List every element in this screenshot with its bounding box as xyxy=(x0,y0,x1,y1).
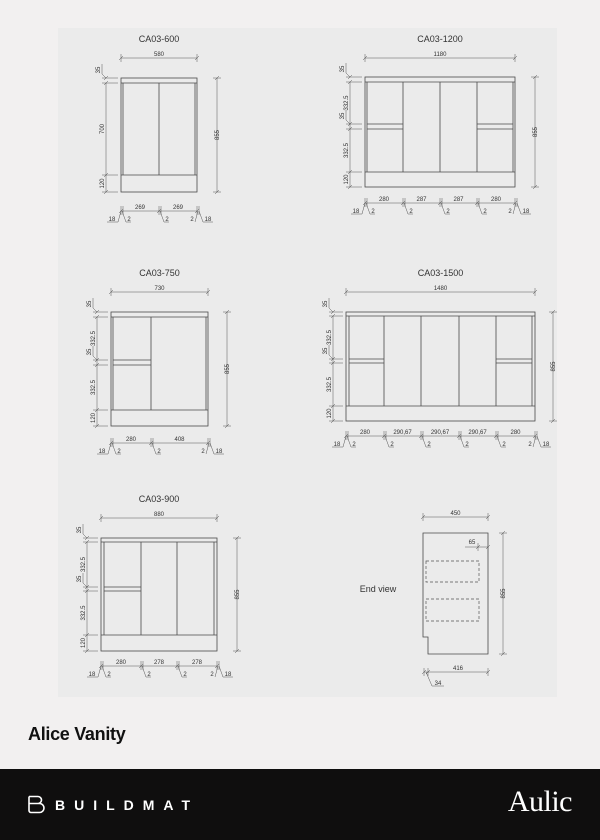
bottom-dim-label: 280 xyxy=(490,197,502,203)
width-dim-label: 450 xyxy=(450,511,461,517)
left-dim-label: 35 xyxy=(96,66,102,74)
height-dim-label: 855 xyxy=(225,363,231,375)
bottom-dim-label: 280 xyxy=(125,437,137,443)
bottom-dim-label: 269 xyxy=(172,205,184,211)
leader-label: 2 xyxy=(508,209,512,215)
width-dim-label: 1180 xyxy=(433,52,447,58)
leader-label: 18 xyxy=(224,672,232,678)
left-dim-label: 35 xyxy=(77,526,83,534)
bottom-dim-label: 280 xyxy=(510,430,521,436)
leader-label: 2 xyxy=(409,209,413,215)
leader-label: 18 xyxy=(88,672,96,678)
left-dim-label: 120 xyxy=(327,408,333,419)
left-dim-label: 35 xyxy=(340,65,346,73)
bottom-dim-label: 290,67 xyxy=(393,430,412,436)
left-dim-label: 332.5 xyxy=(327,329,333,346)
leader-label: 18 xyxy=(352,209,360,215)
height-dim-label: 855 xyxy=(235,589,241,600)
left-dim-label: 332.5 xyxy=(344,142,350,159)
buildmat-wordmark: BUILDMAT xyxy=(55,796,200,813)
left-dim-label: 35 xyxy=(340,112,346,120)
left-dim-label: 700 xyxy=(100,123,106,135)
left-dim-label: 35 xyxy=(323,300,329,308)
left-dim-label: 332.5 xyxy=(81,556,87,573)
left-dim-label: 332.5 xyxy=(91,379,97,396)
leader-label: 18 xyxy=(108,217,116,223)
bottom-dim-label: 408 xyxy=(174,437,185,443)
bottom-dim-label: 278 xyxy=(153,660,165,666)
leader-label: 2 xyxy=(147,672,151,678)
left-dim-label: 35 xyxy=(77,575,83,583)
footer xyxy=(0,769,600,840)
leader-label: 2 xyxy=(183,672,187,678)
left-dim-label: 35 xyxy=(87,300,93,308)
leader-label: 18 xyxy=(215,449,223,455)
bottom-dim-label: 278 xyxy=(191,660,203,666)
height-dim-label: 855 xyxy=(215,129,221,141)
leader-label: 2 xyxy=(190,217,194,223)
leader-label: 2 xyxy=(427,442,431,448)
base-dim-label: 416 xyxy=(452,666,464,672)
bottom-dim-label: 290,67 xyxy=(430,430,450,436)
left-dim-label: 332.5 xyxy=(91,330,97,347)
leader-label: 18 xyxy=(98,449,106,455)
leader-label: 2 xyxy=(465,442,469,448)
leader-label: 2 xyxy=(371,209,375,215)
end-view-label: End view xyxy=(359,584,397,594)
leader-label: 18 xyxy=(522,209,530,215)
product-title: Alice Vanity xyxy=(28,724,126,744)
left-dim-label: 332.5 xyxy=(327,376,333,393)
left-dim-label: 332.5 xyxy=(344,95,350,111)
cabinet-title: CA03-1500 xyxy=(417,268,464,278)
height-dim-label: 855 xyxy=(533,126,539,138)
leader-label: 2 xyxy=(201,449,205,455)
bottom-dim-label: 287 xyxy=(416,197,427,203)
leader-label: 2 xyxy=(446,209,450,215)
bottom-dim-label: 269 xyxy=(134,205,146,211)
cabinet-title: CA03-600 xyxy=(138,34,180,44)
width-dim-label: 580 xyxy=(153,52,165,58)
leader-label: 2 xyxy=(117,449,121,455)
left-dim-label: 120 xyxy=(344,174,350,185)
leader-label: 2 xyxy=(127,217,131,223)
width-dim-label: 1480 xyxy=(433,286,448,292)
inset-dim-label: 65 xyxy=(468,540,476,546)
width-dim-label: 730 xyxy=(154,286,165,292)
height-dim-label: 855 xyxy=(501,588,507,599)
left-dim-label: 35 xyxy=(87,348,93,356)
buildmat-b-icon xyxy=(28,795,45,814)
width-dim-label: 880 xyxy=(153,512,165,518)
buildmat-logo xyxy=(28,795,199,814)
leader-label: 2 xyxy=(390,442,394,448)
leader-label: 2 xyxy=(483,209,487,215)
toe-dim-label: 34 xyxy=(434,681,442,687)
cabinet-title: CA03-900 xyxy=(138,494,180,504)
left-dim-label: 120 xyxy=(81,637,87,649)
leader-label: 2 xyxy=(165,217,169,223)
bottom-dim-label: 287 xyxy=(453,197,464,203)
left-dim-label: 332.5 xyxy=(81,605,87,621)
left-dim-label: 120 xyxy=(100,178,106,189)
leader-label: 18 xyxy=(542,442,550,448)
cabinet-title: CA03-750 xyxy=(139,268,180,278)
left-dim-label: 35 xyxy=(323,347,329,355)
bottom-dim-label: 280 xyxy=(378,197,390,203)
bottom-dim-label: 280 xyxy=(115,660,127,666)
leader-label: 2 xyxy=(107,672,111,678)
cabinet-title: CA03-1200 xyxy=(417,34,463,44)
leader-label: 2 xyxy=(210,672,214,678)
leader-label: 18 xyxy=(204,217,212,223)
left-dim-label: 120 xyxy=(91,412,97,424)
leader-label: 2 xyxy=(502,442,506,448)
bottom-dim-label: 290,67 xyxy=(468,430,487,436)
drawing-panel xyxy=(58,28,557,697)
leader-label: 2 xyxy=(157,449,161,455)
bottom-dim-label: 280 xyxy=(359,430,371,436)
height-dim-label: 855 xyxy=(551,361,557,372)
aulic-logo: Aulic xyxy=(507,785,572,818)
leader-label: 2 xyxy=(352,442,356,448)
leader-label: 2 xyxy=(528,442,532,448)
leader-label: 18 xyxy=(333,442,341,448)
